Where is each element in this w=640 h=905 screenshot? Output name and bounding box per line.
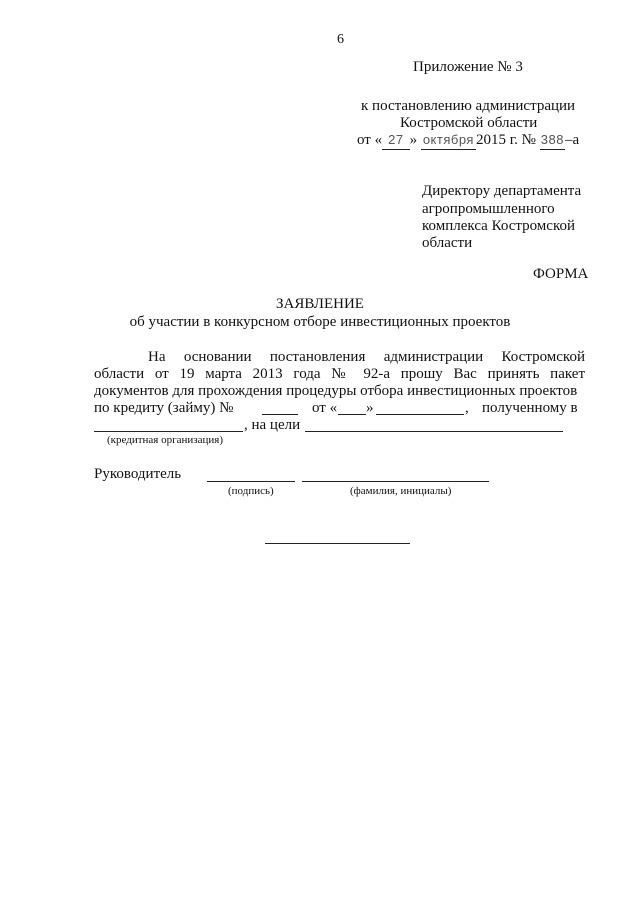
body-line-4-from: от «	[312, 400, 338, 416]
form-label: ФОРМА	[533, 266, 589, 282]
purpose-field[interactable]	[305, 431, 563, 432]
body-line-1: На основании постановления администрации Костромской	[148, 349, 585, 365]
appendix-line-1: к постановлению администрации	[361, 98, 576, 114]
loan-number-field[interactable]	[262, 414, 298, 415]
signature-field[interactable]	[207, 481, 295, 482]
date-prefix: от «	[357, 132, 383, 148]
decree-number-stamp: 388	[540, 131, 565, 150]
body-line-4-quote: »	[366, 400, 374, 416]
body-line-5-purpose: , на цели	[244, 417, 301, 433]
appendix-title: Приложение № 3	[413, 59, 523, 75]
body-line-2: области от 19 марта 2013 года № 92-а прошу Вас принять пакет	[94, 366, 585, 382]
name-initials-caption: (фамилия, инициалы)	[350, 485, 452, 497]
signature-caption: (подпись)	[228, 485, 274, 497]
credit-organization-caption: (кредитная организация)	[107, 434, 224, 446]
closing-separator-line	[265, 543, 410, 544]
addressee-line-1: Директору департамента	[422, 183, 582, 199]
addressee-line-4: области	[422, 235, 473, 251]
document-subtitle: об участии в конкурсном отборе инвестиционных проектов	[129, 314, 511, 330]
loan-month-year-field[interactable]	[376, 414, 464, 415]
body-line-3: документов для прохождения процедуры отбора инвестиционных проектов	[94, 383, 578, 399]
addressee-line-2: агропромышленного	[422, 201, 555, 217]
decree-number-suffix: –а	[564, 132, 580, 148]
credit-organization-field[interactable]	[94, 431, 243, 432]
date-day-stamp: 27	[382, 131, 409, 150]
name-initials-field[interactable]	[302, 481, 489, 482]
addressee-line-3: комплекса Костромской	[422, 218, 576, 234]
body-line-4-loan: по кредиту (займу) №	[94, 400, 234, 416]
signature-label: Руководитель	[94, 466, 182, 482]
loan-day-field[interactable]	[338, 414, 366, 415]
body-line-4-received: полученному в	[482, 400, 578, 416]
date-mid: »	[409, 132, 418, 148]
appendix-line-2: Костромской области	[400, 115, 538, 131]
body-line-4-comma: ,	[465, 400, 469, 416]
date-month-stamp: октября	[421, 131, 476, 150]
appendix-date-line	[357, 131, 579, 150]
date-year: 2015 г. №	[475, 132, 536, 148]
page-number: 6	[337, 32, 344, 47]
document-title: ЗАЯВЛЕНИЕ	[276, 296, 364, 312]
